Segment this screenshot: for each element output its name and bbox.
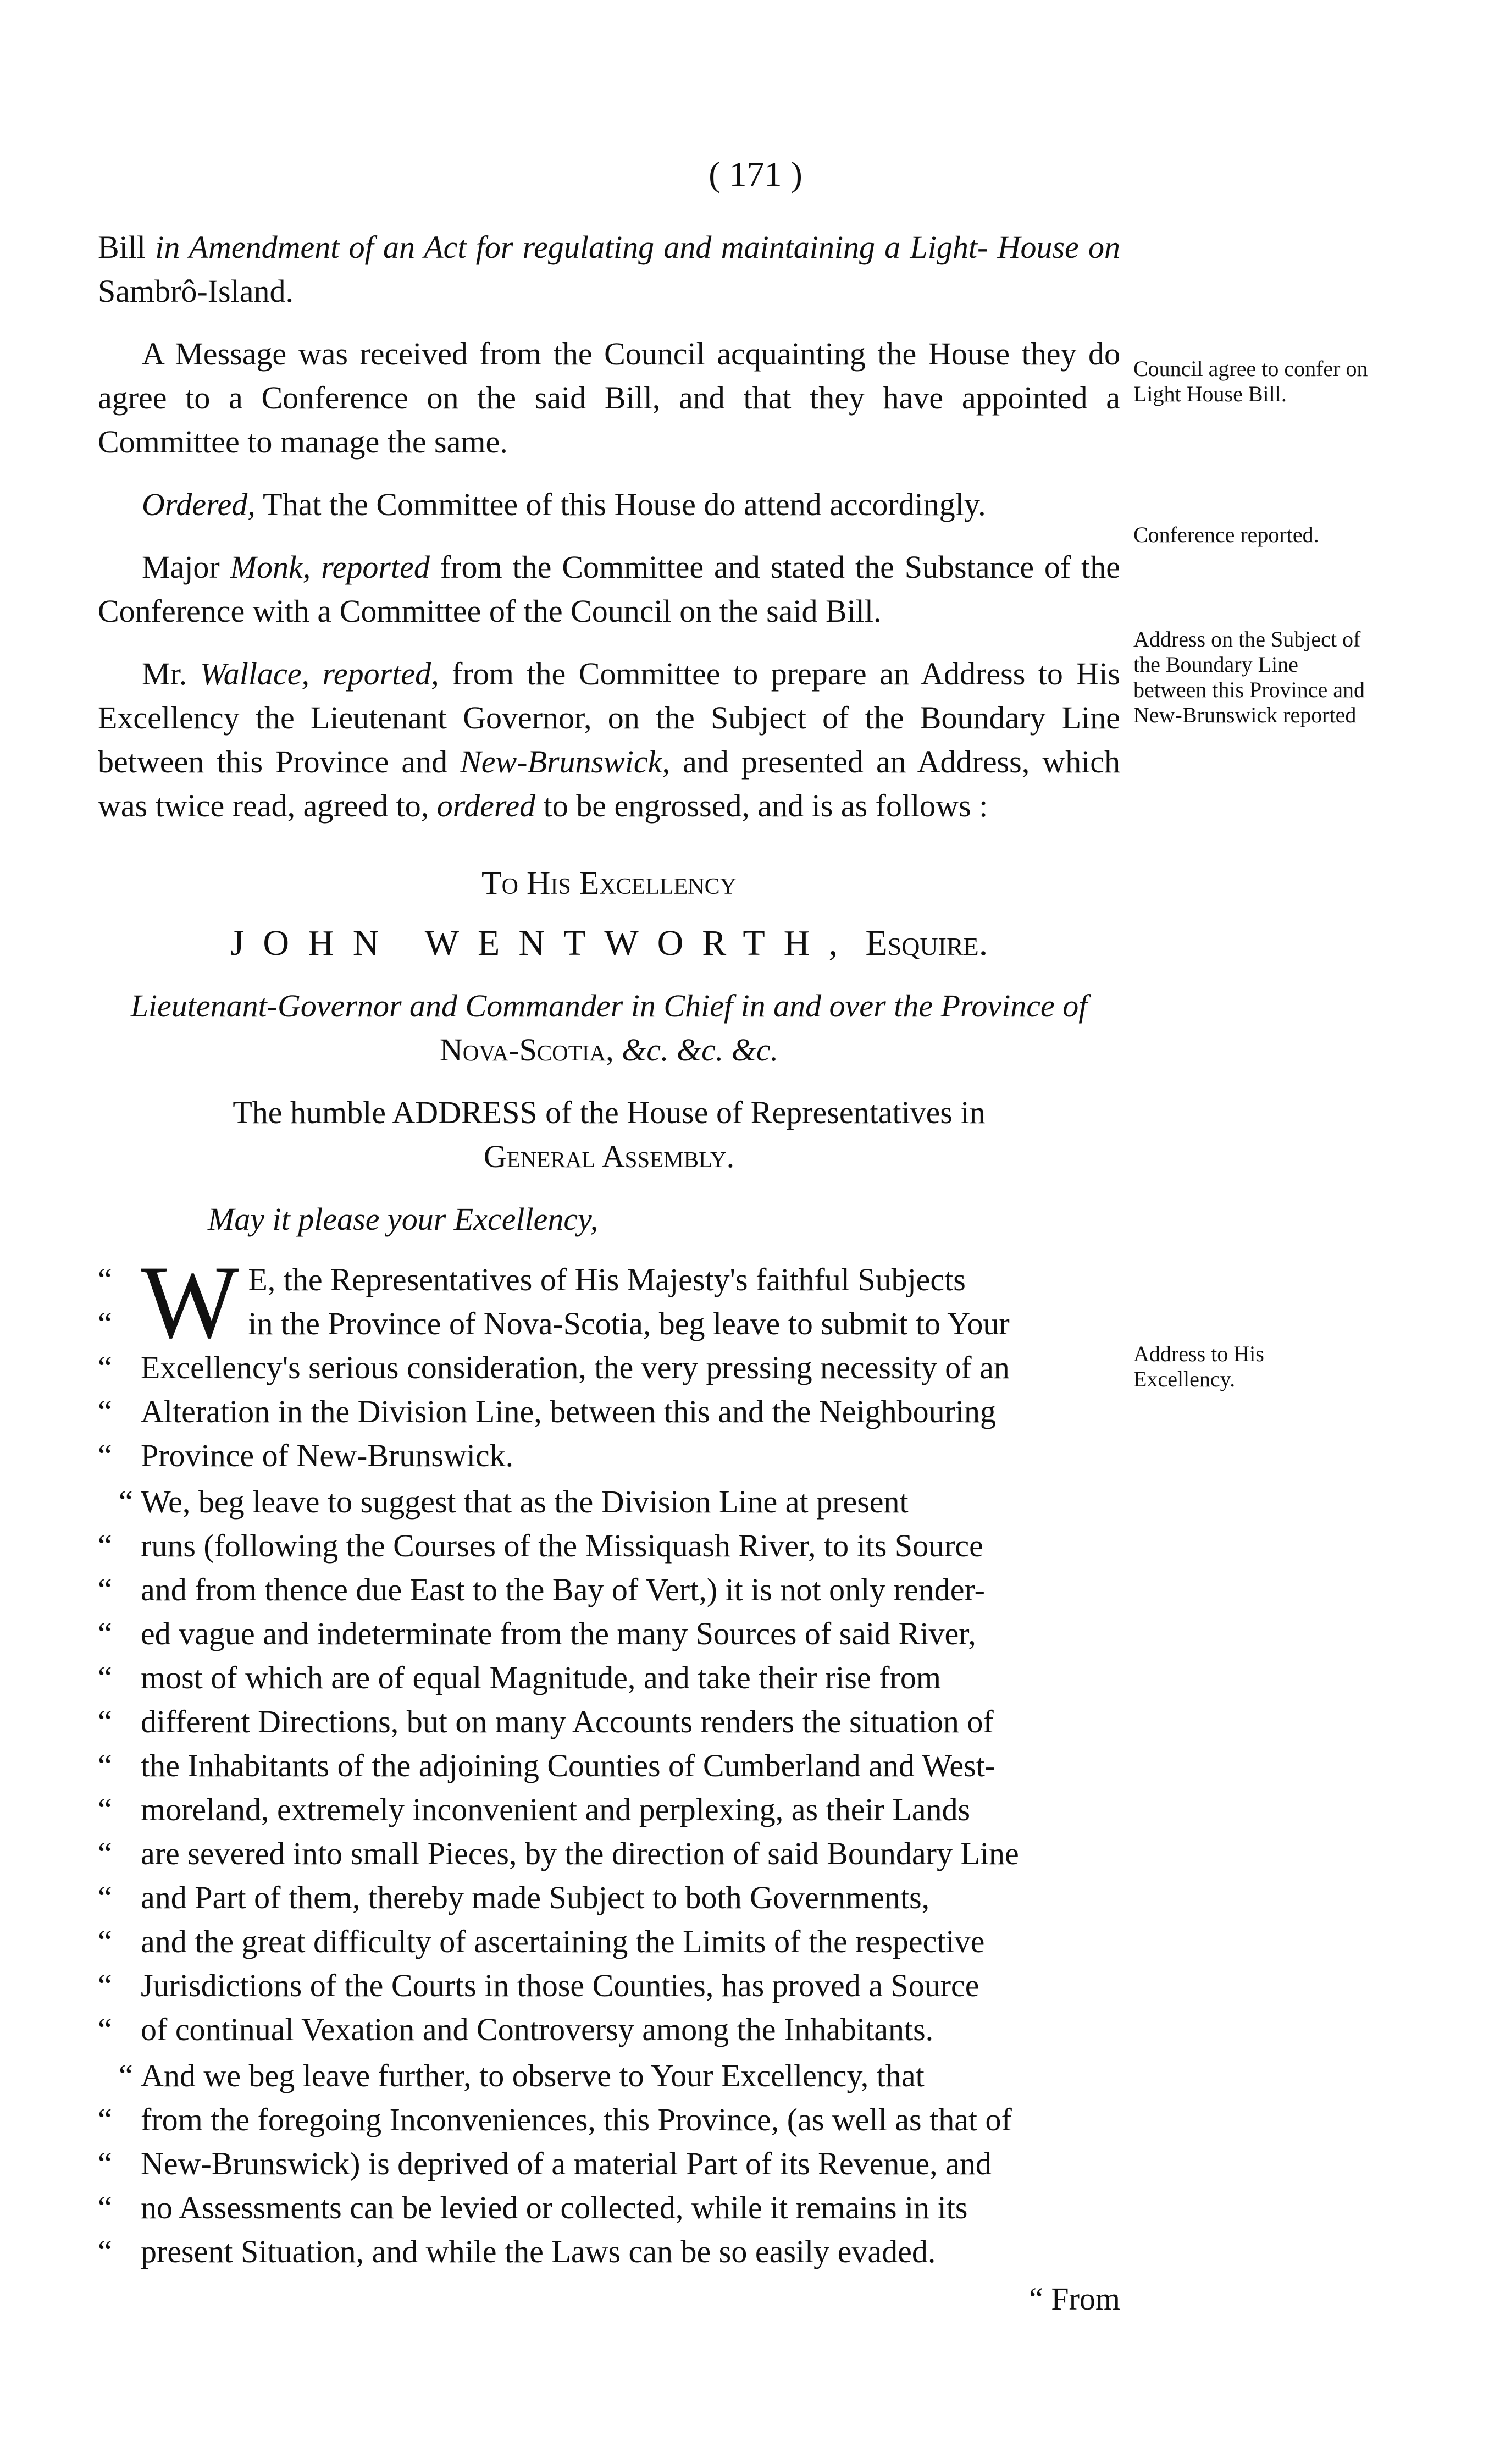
quote-mark: “ — [98, 1924, 112, 1959]
humble-address-line-2: General Assembly. — [483, 1139, 735, 1174]
ordered-text: That the Committee of this House do attend accordingly. — [263, 487, 986, 522]
paragraph-ordered — [98, 483, 1120, 527]
bill-title-italic: in Amendment of an Act for regulating and maintaining a Light- — [155, 229, 988, 265]
quote-mark: “ — [98, 1572, 112, 1607]
wallace-text-a: from the Committee to prepare an Address to His Excellency the Lieutenant Governor, on the Subject of the Boundary Line between this Province and — [98, 656, 1121, 780]
bill-word: Bill — [98, 229, 146, 265]
body-line — [98, 1346, 1120, 1390]
body-line-text: Excellency's serious consideration, the very pressing necessity of an — [141, 1350, 1010, 1385]
body-line-text: no Assessments can be levied or collected, while it remains in its — [141, 2190, 968, 2225]
body-line — [98, 1700, 1120, 1744]
address-recipient: To His Excellency — [481, 865, 737, 901]
quote-mark: “ — [119, 2058, 133, 2093]
body-line — [98, 1390, 1120, 1434]
body-line — [98, 1832, 1120, 1876]
address-paragraph-1 — [98, 1245, 1120, 1478]
body-line — [119, 2054, 1120, 2098]
nova-scotia-name: Nova-Scotia, — [439, 1032, 614, 1068]
margin-note-address-boundary: Address on the Subject of the Boundary Line between this Province and New-Brunswick reported — [1133, 627, 1365, 727]
salutation: May it please your Excellency, — [208, 1201, 599, 1237]
quote-mark: “ — [98, 2102, 112, 2137]
quote-mark: “ — [98, 1262, 112, 1297]
esquire-word: Esquire. — [865, 923, 988, 963]
quote-mark: “ — [98, 2012, 112, 2047]
margin-note-address-excellency: Address to His Excellency. — [1133, 1341, 1264, 1391]
governor-name: JOHN WENTWORTH, — [230, 923, 856, 963]
quote-mark: “ — [98, 1704, 112, 1739]
governor-title-1: Lieutenant-Governor and Commander in Chief in and over the Province of — [130, 988, 1088, 1024]
body-line — [98, 1876, 1120, 1920]
body-line-text: the Inhabitants of the adjoining Counties of Cumberland and West- — [141, 1748, 996, 1783]
body-line-text: in the Province of Nova-Scotia, beg leave to submit to Your — [248, 1306, 1010, 1341]
page-number: ( 171 ) — [709, 154, 802, 194]
body-line — [98, 2230, 1120, 2274]
body-line-text: runs (following the Courses of the Missiquash River, to its Source — [141, 1528, 983, 1564]
body-line-text: And we beg leave further, to observe to Your Excellency, that — [141, 2058, 925, 2093]
quote-mark: “ — [98, 1350, 112, 1385]
quote-mark: “ — [98, 2146, 112, 2181]
margin-note-council-agree: Council agree to confer on Light House Bill. — [1133, 356, 1368, 406]
drop-cap: W — [141, 1245, 240, 1360]
quote-mark: “ — [98, 1616, 112, 1651]
monk-report-text: from the Committee and stated the Substance of the Conference with a Committee of the Council on the said Bill. — [98, 549, 1121, 629]
quote-mark: “ — [98, 1394, 112, 1429]
body-line — [98, 1656, 1120, 1700]
bill-title-line — [98, 225, 1120, 313]
body-line — [98, 2008, 1120, 2052]
body-line-text: most of which are of equal Magnitude, and take their rise from — [141, 1660, 941, 1695]
quote-mark: “ — [98, 1438, 112, 1473]
quote-mark: “ — [98, 1528, 112, 1564]
body-line-text: moreland, extremely inconvenient and perplexing, as their Lands — [141, 1792, 971, 1827]
body-line — [98, 1612, 1120, 1656]
body-line-text: and the great difficulty of ascertaining the Limits of the respective — [141, 1924, 985, 1959]
bill-title-end: Sambrô-Island. — [98, 273, 294, 309]
ordered-word: Ordered, — [142, 487, 256, 522]
body-line-text: different Directions, but on many Accounts renders the situation of — [141, 1704, 994, 1739]
body-line — [98, 2142, 1120, 2186]
wallace-name: Wallace, — [200, 656, 309, 692]
paragraph-wallace-report — [98, 652, 1120, 828]
margin-note-conference-reported: Conference reported. — [1133, 522, 1319, 547]
address-paragraph-2 — [98, 1480, 1120, 2052]
body-line — [98, 2098, 1120, 2142]
main-text-column — [98, 225, 1120, 2321]
body-line — [98, 1964, 1120, 2008]
body-line-text: present Situation, and while the Laws can be so easily evaded. — [141, 2234, 936, 2269]
body-line — [98, 1744, 1120, 1788]
ordered-word-2: ordered — [436, 788, 536, 824]
quote-mark: “ — [98, 2234, 112, 2269]
body-line — [98, 1568, 1120, 1612]
body-line — [98, 1524, 1120, 1568]
body-line-text: of continual Vexation and Controversy among the Inhabitants. — [141, 2012, 934, 2047]
body-line — [119, 1480, 1120, 1524]
body-line-text: and Part of them, thereby made Subject to both Governments, — [141, 1880, 930, 1915]
reported-word-2: reported, — [322, 656, 439, 692]
paragraph-council-message: A Message was received from the Council acquainting the House they do agree to a Conference on the said Bill, and that they have appointed a Committee to manage the same. — [98, 336, 1120, 460]
body-line-text: are severed into small Pieces, by the direction of said Boundary Line — [141, 1836, 1019, 1871]
body-line — [98, 2186, 1120, 2230]
mr-word: Mr. — [142, 656, 187, 692]
address-name-line — [98, 918, 1120, 969]
body-line — [98, 1920, 1120, 1964]
body-line-text: New-Brunswick) is deprived of a material Part of its Revenue, and — [141, 2146, 992, 2181]
quote-mark: “ — [98, 1880, 112, 1915]
quote-mark: “ — [98, 1306, 112, 1341]
body-line — [98, 1302, 1120, 1346]
body-line — [98, 1788, 1120, 1832]
body-line-text: We, beg leave to suggest that as the Division Line at present — [141, 1484, 909, 1520]
new-brunswick-name: New-Brunswick, — [460, 744, 670, 780]
body-line — [98, 1434, 1120, 1478]
quote-mark: “ — [98, 1748, 112, 1783]
body-line-text: Alteration in the Division Line, between this and the Neighbouring — [141, 1394, 997, 1429]
quote-mark: “ — [98, 1968, 112, 2003]
quote-mark: “ — [119, 1484, 133, 1520]
body-line-text: Province of New-Brunswick. — [141, 1438, 514, 1473]
quote-mark: “ — [98, 1836, 112, 1871]
quote-mark: “ — [98, 2190, 112, 2225]
body-line — [98, 1258, 1120, 1302]
body-line-text: and from thence due East to the Bay of Vert,) it is not only render- — [141, 1572, 985, 1607]
body-line-text: Jurisdictions of the Courts in those Counties, has proved a Source — [141, 1968, 979, 2003]
etc-text: &c. &c. &c. — [622, 1032, 779, 1068]
wallace-text-b: and presented an Address, which was twice read, agreed to, — [98, 744, 1120, 824]
body-line-text: E, the Representatives of His Majesty's faithful Subjects — [248, 1262, 966, 1297]
monk-name: Monk, — [230, 549, 311, 585]
body-line-text: ed vague and indeterminate from the many Sources of said River, — [141, 1616, 976, 1651]
address-paragraph-3 — [98, 2054, 1120, 2274]
paragraph-monk-report — [98, 545, 1120, 633]
governor-title-2 — [98, 1028, 1120, 1072]
body-line-text: from the foregoing Inconveniences, this Province, (as well as that of — [141, 2102, 1012, 2137]
humble-address-line-1: The humble ADDRESS of the House of Representatives in — [233, 1095, 986, 1130]
wallace-text-c: to be engrossed, and is as follows : — [543, 788, 988, 824]
quote-mark: “ — [98, 1660, 112, 1695]
quote-mark: “ — [98, 1792, 112, 1827]
bill-title-italic-2: House on — [997, 229, 1121, 265]
major-word: Major — [142, 549, 220, 585]
reported-word: reported — [321, 549, 430, 585]
catchword: “ From — [1029, 2281, 1120, 2317]
